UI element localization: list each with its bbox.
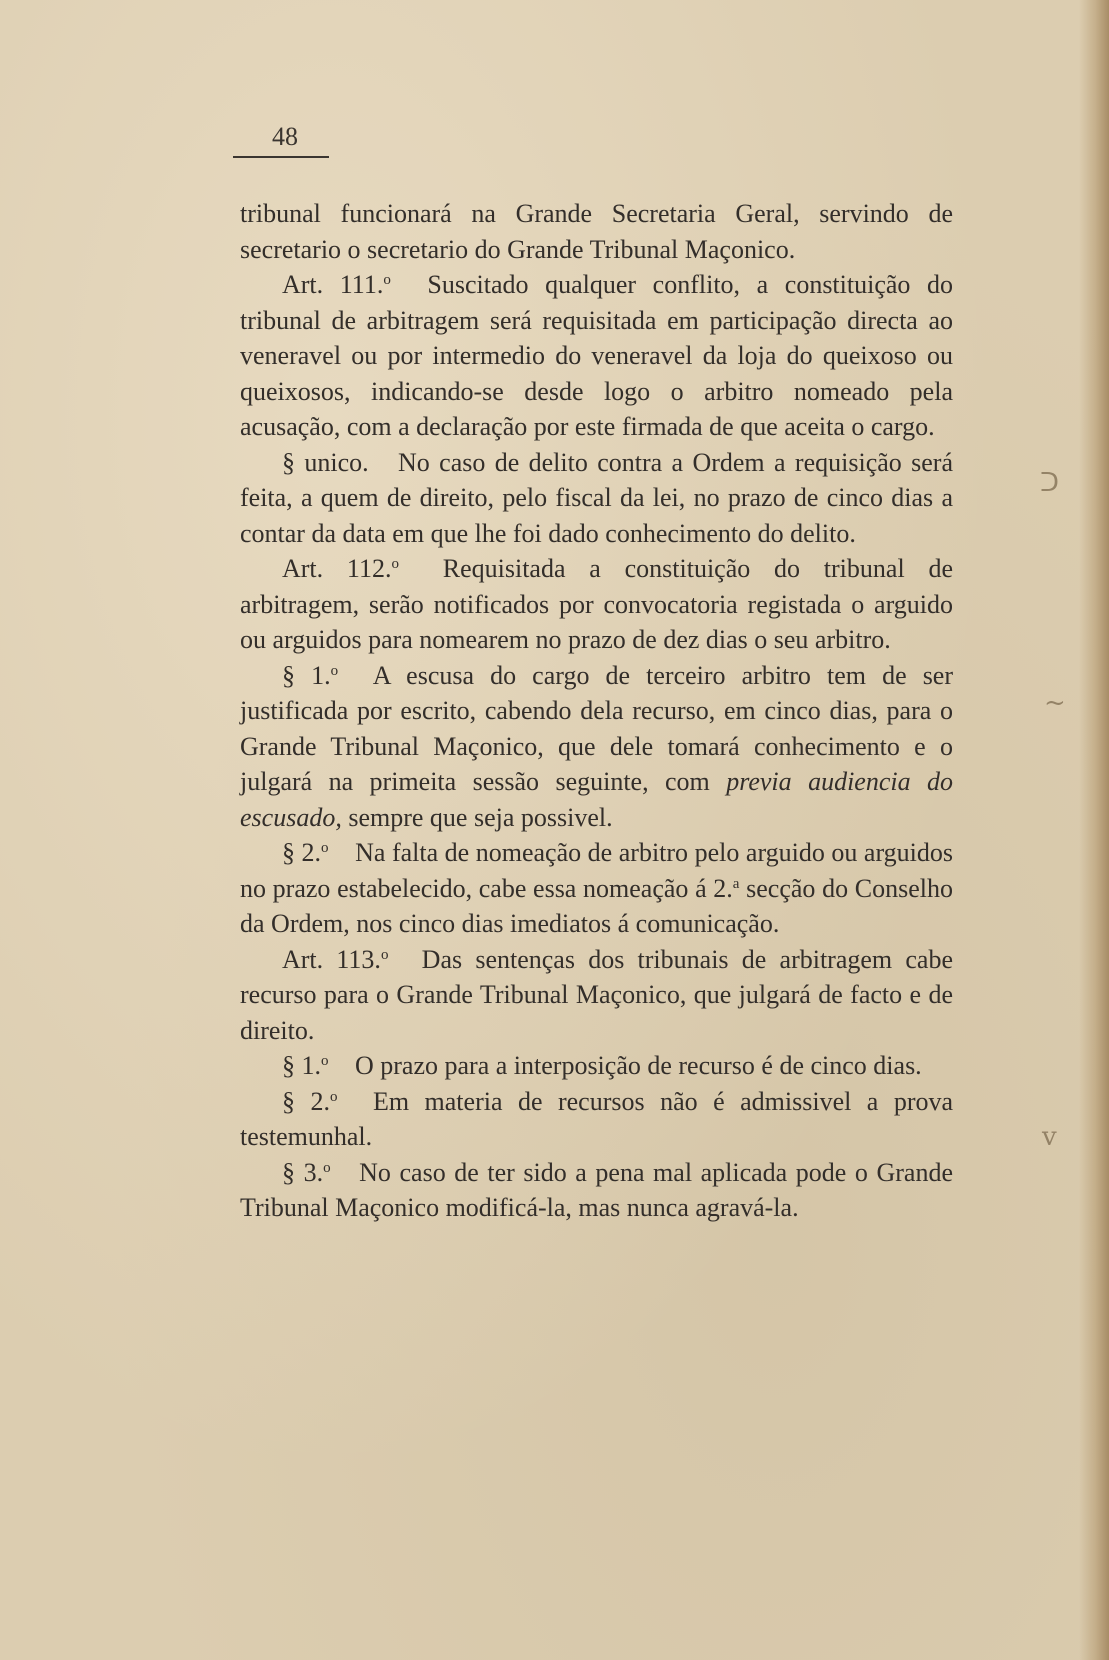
article-label: Art. 111.$^o$ [282, 270, 391, 299]
paragraph-text: tribunal funcionará na Grande Secretaria Geral, servindo de secretario o secretario do Grande Tribunal Maçonico. [240, 199, 953, 264]
section-label: § 1.$^o$ [282, 660, 339, 690]
paragraph-text: No caso de ter sido a pena mal aplicada pode o Grande Tribunal Maçonico modificá-la, mas nunca agravá-la. [240, 1157, 953, 1222]
paragraph-text: Requisitada a constituição do tribunal de arbitragem, serão notificados por convocatoria registada o arguido ou arguidos para nomearem no prazo de dez dias o seu arbitro. [240, 554, 953, 654]
article-113-section-3 [240, 1155, 953, 1226]
article-111 [240, 267, 953, 445]
paragraph-text: Suscitado qualquer conflito, a constituição do tribunal de arbitragem será requisitada em participação directa ao veneravel ou por intermedio do veneravel da loja do queixoso ou queixosos, indicando-se desde logo o arbitro nomeado pela acusação, com a declaração por este firmada de que aceita o cargo. [240, 270, 953, 441]
italic-phrase: previa audiencia do escusado, [240, 767, 954, 832]
paragraph-text-end: sempre que seja possivel. [348, 802, 613, 832]
margin-mark-middle: ~ [1044, 688, 1066, 718]
article-112-section-2 [240, 835, 953, 942]
article-label: Art. 112.$^o$ [282, 554, 399, 583]
margin-mark-upper: ᑐ [1040, 468, 1059, 498]
body-text [240, 196, 953, 1226]
section-label: § 2.$^o$ [282, 1086, 338, 1116]
article-113-section-2 [240, 1084, 953, 1155]
article-label: Art. 113.$^o$ [282, 944, 389, 974]
section-label: § 3.$^o$ [282, 1157, 331, 1187]
page-number: 48 [272, 122, 298, 151]
article-112-section-1 [240, 658, 953, 836]
paragraph-text-end: secção do Conselho da Ordem, nos cinco dias imediatos á comunicação. [240, 873, 953, 938]
section-label: § 1.$^o$ [282, 1051, 329, 1080]
article-113 [240, 942, 953, 1049]
page-edge-shadow [1079, 0, 1109, 1660]
paragraph-text: Das sentenças dos tribunais de arbitragem cabe recurso para o Grande Tribunal Maçonico, que julgará de facto e de direito. [240, 944, 953, 1045]
margin-mark-lower: v [1042, 1122, 1057, 1152]
section-label: § unico. [282, 447, 369, 477]
page-number-rule [233, 156, 329, 158]
paragraph-text: Na falta de nomeação de arbitro pelo arguido ou arguidos no prazo estabelecido, cabe essa nomeação á 2.$^a$ [240, 838, 954, 903]
paragraph-continuation [240, 196, 953, 267]
paragraph-text: No caso de delito contra a Ordem a requisição será feita, a quem de direito, pelo fiscal da lei, no prazo de cinco dias a contar da data em que lhe foi dado conhecimento do delito. [240, 447, 954, 548]
paragraph-text: Em materia de recursos não é admissivel a prova testemunhal. [240, 1086, 954, 1151]
section-label: § 2.$^o$ [282, 838, 329, 867]
article-112 [240, 551, 953, 658]
article-111-single-paragraph [240, 445, 953, 552]
article-113-section-1 [240, 1048, 953, 1084]
paragraph-text: O prazo para a interposição de recurso é de cinco dias. [355, 1051, 922, 1080]
paragraph-text: A escusa do cargo de terceiro arbitro tem de ser justificada por escrito, cabendo dela recurso, em cinco dias, para o Grande Tribunal Maçonico, que dele tomará conhecimento e o julgará na primeita sessão seguinte, com [240, 660, 954, 796]
